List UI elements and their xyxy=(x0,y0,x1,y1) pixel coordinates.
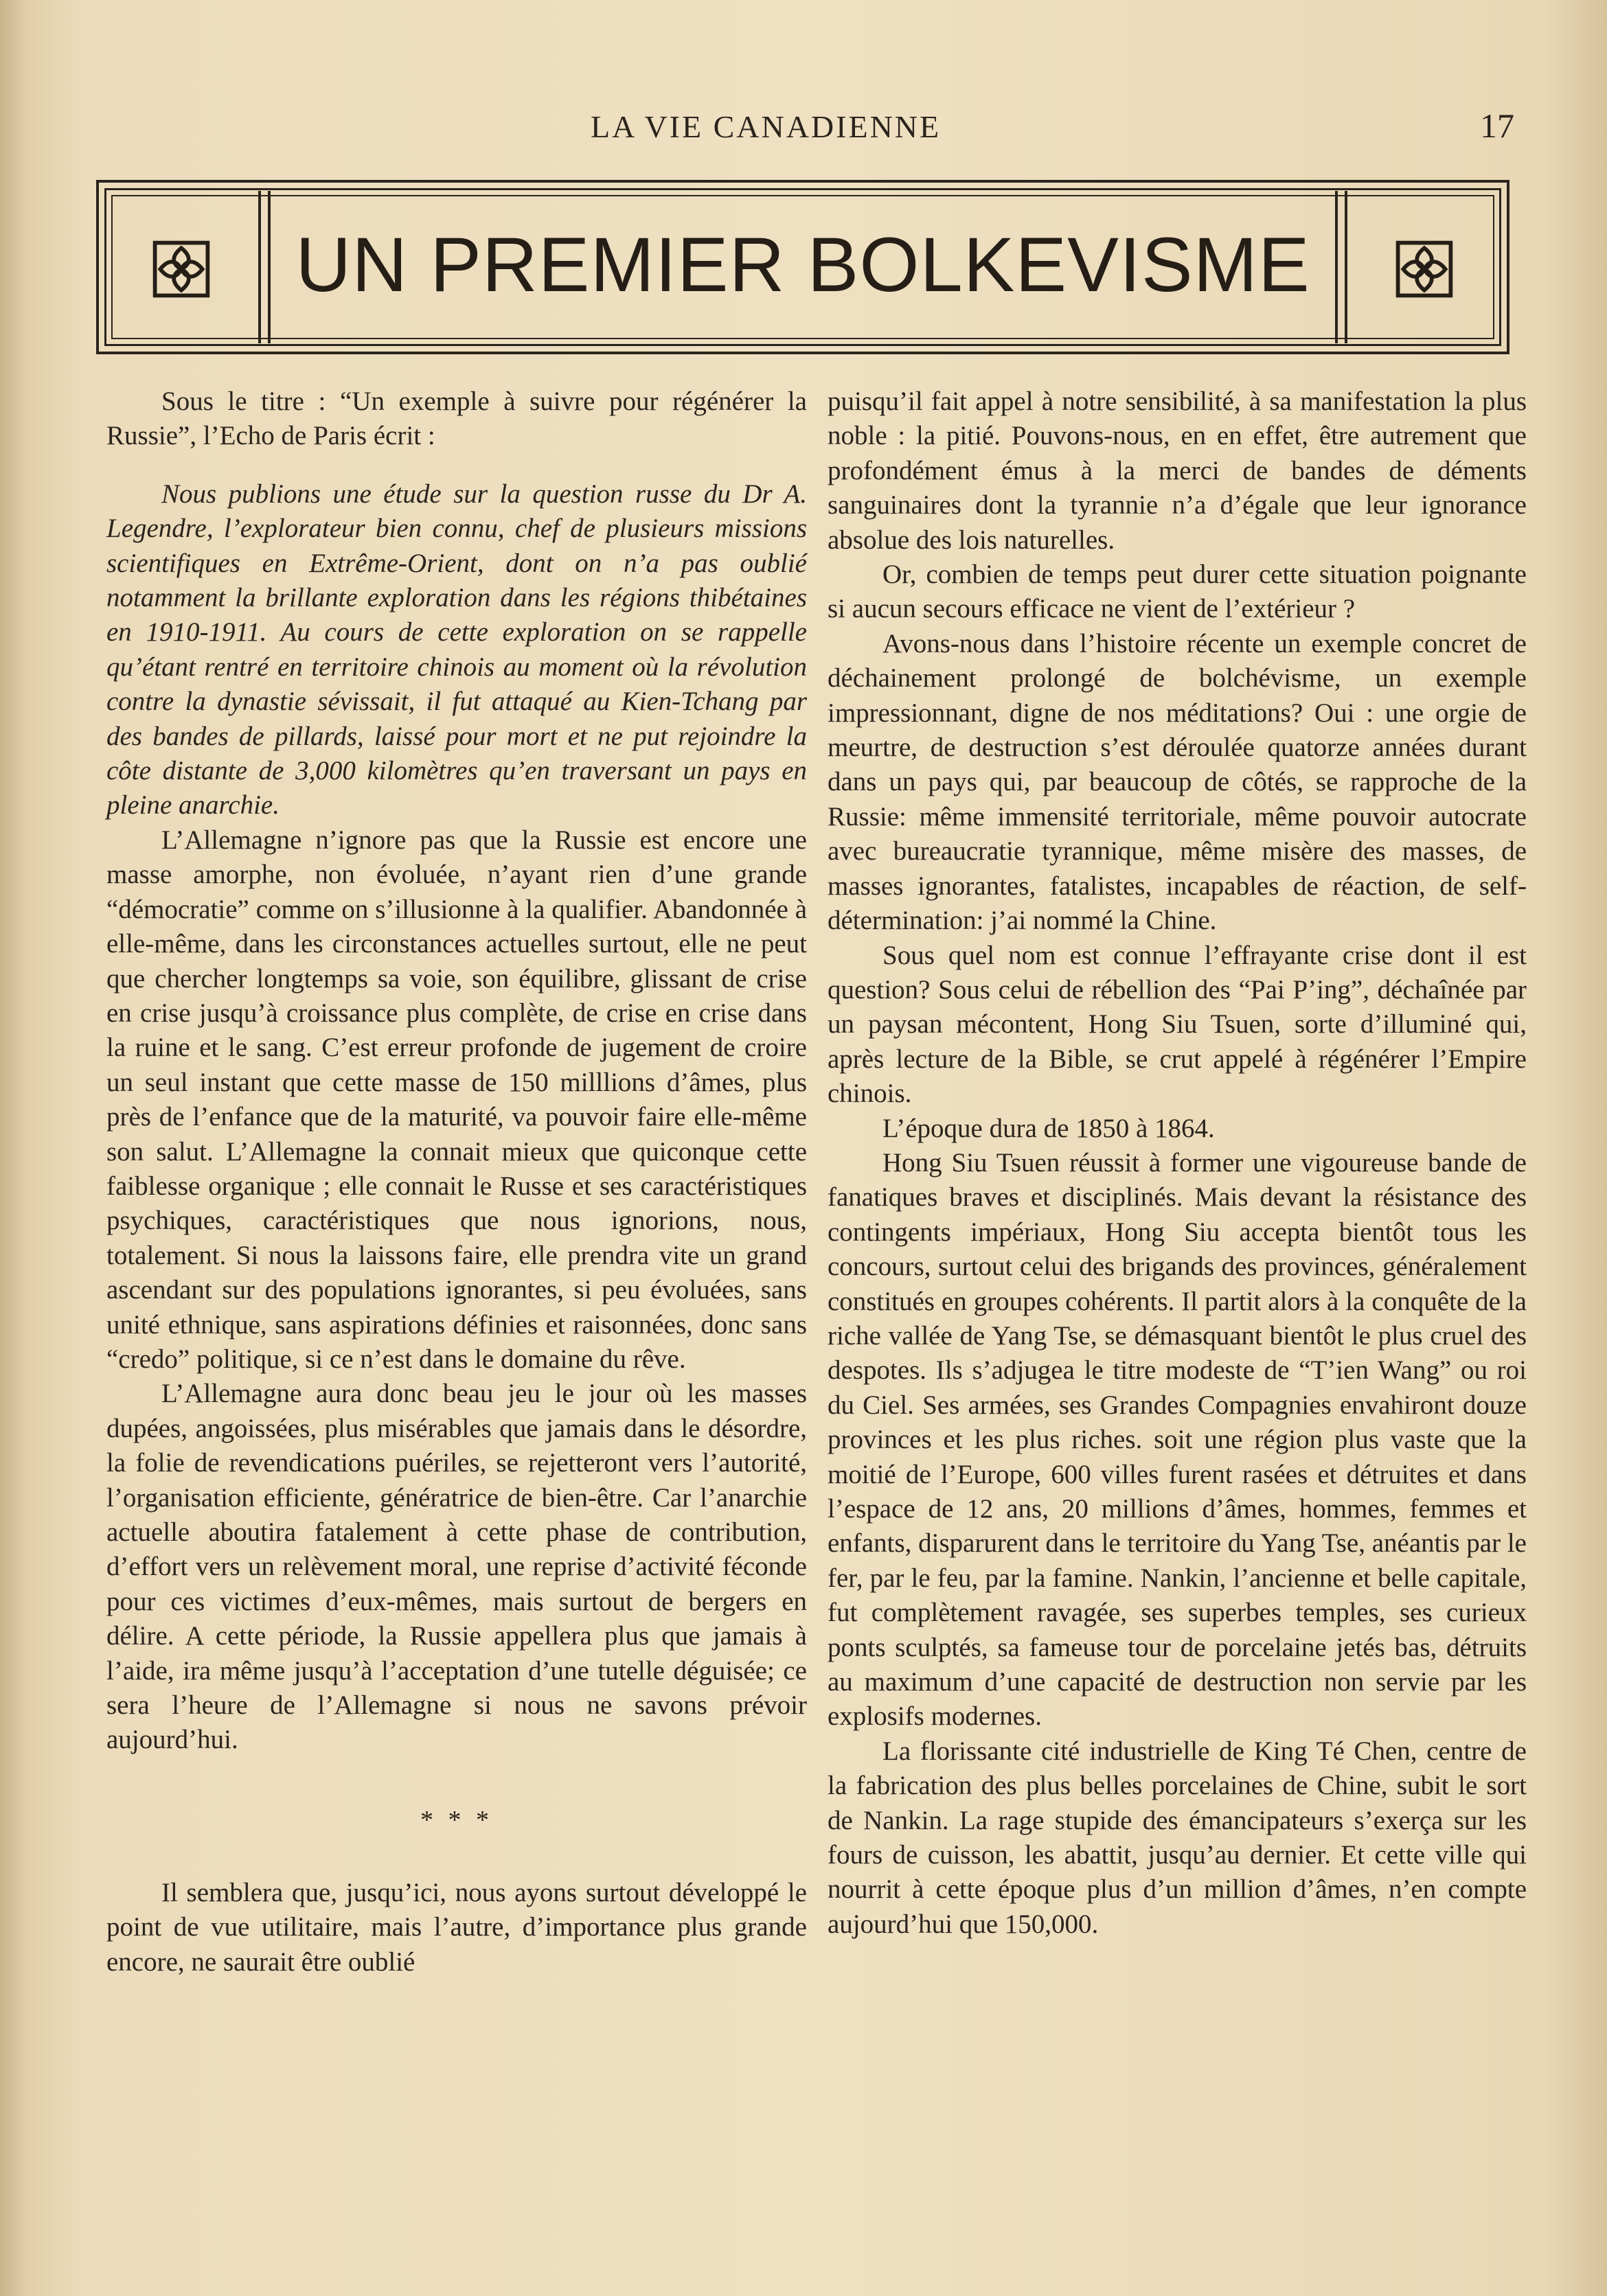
quoted-paragraph: Nous publions une étude sur la question russe du Dr A. Legendre, l’explorateur bien connu, chef de plusieurs missions scientifiques en Extrême-Orient, dont on n’a pas oublié notamment la brillante exploration dans les régions thibétaines en 1910-1911. Au cours de cette exploration on se rappelle qu’étant rentré en territoire chinois au moment où la révolution contre la dynastie sévissait, il fut attaqué au Kien-Tchang par des bandes de pillards, laissé pour mort et ne put rejoindre la côte distante de 3,000 kilomètres qu’en traversant un pays en pleine anarchie. xyxy=(106,479,807,820)
body-paragraph: Il semblera que, jusqu’ici, nous ayons surtout développé le point de vue utilitaire, mais l’autre, d’importance plus grande encore, ne saurait être oublié xyxy=(106,1877,807,1977)
body-paragraph: L’Allemagne n’ignore pas que la Russie est encore une masse amorphe, non évoluée, n’ayant rien d’une grande “démocratie” comme on s’illusionne à la qualifier. Abandonnée à elle-même, dans les circonstances actuelles surtout, elle ne peut que chercher longtemps sa voie, son équilibre, glissant de crise en crise jusqu’à croissance plus complète, de crise en crise dans la ruine et le sang. C’est erreur profonde de jugement de croire un seul instant que cette masse de 150 milllions d’âmes, plus près de l’enfance que de la maturité, va pouvoir faire elle-même son salut. L’Allemagne la connait mieux que quiconque cette faiblesse organique ; elle connait le Russe et ses caractéristiques psychiques, caractéristiques que nous ignorions, nous, totalement. Si nous la laissons faire, elle prendra vite un grand ascendant sur des populations ignorantes, si peu évoluées, sans unité ethnique, sans aspirations définies et raisonnées, donc sans “credo” politique, si ce n’est dans le domaine du rêve. xyxy=(106,825,807,1374)
fleuron-ornament-icon xyxy=(1391,236,1457,302)
running-head xyxy=(0,108,1607,150)
body-paragraph: Avons-nous dans l’histoire récente un exemple concret de déchainement prolongé de bolchévisme, un exemple impressionnant, digne de nos méditations? Oui : une orgie de meurtre, de destruction s’est déroulée quatorze années durant dans un pays qui, par beaucoup de côtés, se rapproche de la Russie: même immensité territoriale, même pouvoir autocrate avec bureaucratie tyrannique, même misère des masses, de masses ignorantes, fatalistes, incapables de réaction, de self-détermination: j’ai nommé la Chine. xyxy=(828,628,1527,936)
banner-divider-right xyxy=(1345,191,1347,343)
body-paragraph: Sous quel nom est connue l’effrayante crise dont il est question? Sous celui de rébellion des “Pai P’ing”, déchaînée par un paysan mécontent, Hong Siu Tsuen, sorte d’illuminé qui, après lecture de la Bible, se crut appelé à régénérer l’Empire chinois. xyxy=(828,940,1527,1109)
body-paragraph: puisqu’il fait appel à notre sensibilité, à sa manifestation la plus noble : la pitié. Pouvons-nous, en en effet, être autrement que profondément émus à la merci de bandes de déments sanguinaires dont la tyrannie n’a d’égale que leur ignorance absolue des lois naturelles. xyxy=(828,387,1527,555)
intro-paragraph: Sous le titre : “Un exemple à suivre pour régénérer la Russie”, l’Echo de Paris écrit : xyxy=(106,387,807,451)
title-banner xyxy=(96,180,1509,354)
article-headline: UN PREMIER BOLKEVISME xyxy=(295,222,1310,308)
body-paragraph: L’Allemagne aura donc beau jeu le jour où les masses dupées, angoissées, plus misérables que jamais dans le désordre, la folie de revendications puériles, se rejetteront vers l’autorité, l’organisation efficiente, génératrice de bien-être. Car l’anarchie actuelle aboutira fatalement à cette phase de contribution, d’effort vers un relèvement moral, une reprise d’activité féconde pour ces victimes d’eux-mêmes, mais surtout de bergers en délire. A cette période, la Russie appellera plus que jamais à l’aide, ira même jusqu’à l’acceptation d’une tutelle déguisée; ce sera l’heure de l’Allemagne si nous ne savons prévoir aujourd’hui. xyxy=(106,1379,807,1755)
fleuron-ornament-icon xyxy=(148,236,214,302)
body-paragraph: Or, combien de temps peut durer cette situation poignante si aucun secours efficace ne vient de l’extérieur ? xyxy=(828,560,1527,624)
left-column xyxy=(106,384,807,1979)
body-paragraph: La florissante cité industrielle de King Té Chen, centre de la fabrication des plus belles porcelaines de Chine, subit le sort de Nankin. La rage stupide des émancipateurs s’exerça sur les fours de cuisson, les abattit, jusqu’au dernier. Et cette ville qui nourrit à cette époque plus d’un million d’âmes, n’en compte aujourd’hui que 150,000. xyxy=(828,1736,1527,1939)
journal-title: LA VIE CANADIENNE xyxy=(591,109,942,144)
section-separator: * * * xyxy=(420,1805,493,1835)
right-column xyxy=(828,384,1527,1942)
page-number: 17 xyxy=(1480,106,1514,145)
body-paragraph: L’époque dura de 1850 à 1864. xyxy=(882,1113,1215,1143)
body-paragraph: Hong Siu Tsuen réussit à former une vigoureuse bande de fanatiques braves et disciplinés. Mais devant la résistance des contingents impériaux, Hong Siu accepta bientôt tous les concours, surtout celui des brigands des provinces, généralement constitués en groupes cohérents. Il partit alors à la conquête de la riche vallée de Yang Tse, se démasquant bientôt le plus cruel des despotes. Ils s’adjugea le titre modeste de “T’ien Wang” ou roi du Ciel. Ses armées, ses Grandes Compagnies envahiront douze provinces et les plus riches. soit une région plus vaste que la moitié de l’Europe, 600 villes furent rasées et détruites et dans l’espace de 12 ans, 20 millions d’âmes, hommes, femmes et enfants, disparurent dans le territoire du Yang Tse, anéantis par le fer, par le feu, par la famine. Nankin, l’ancienne et belle capitale, fut complètement ravagée, ses superbes temples, ses curieux ponts sculptés, sa fameuse tour de porcelaine jetés bas, détruits au maximum d’une capacité de destruction non servie par les explosifs modernes. xyxy=(828,1147,1527,1732)
banner-divider-left xyxy=(258,191,261,343)
